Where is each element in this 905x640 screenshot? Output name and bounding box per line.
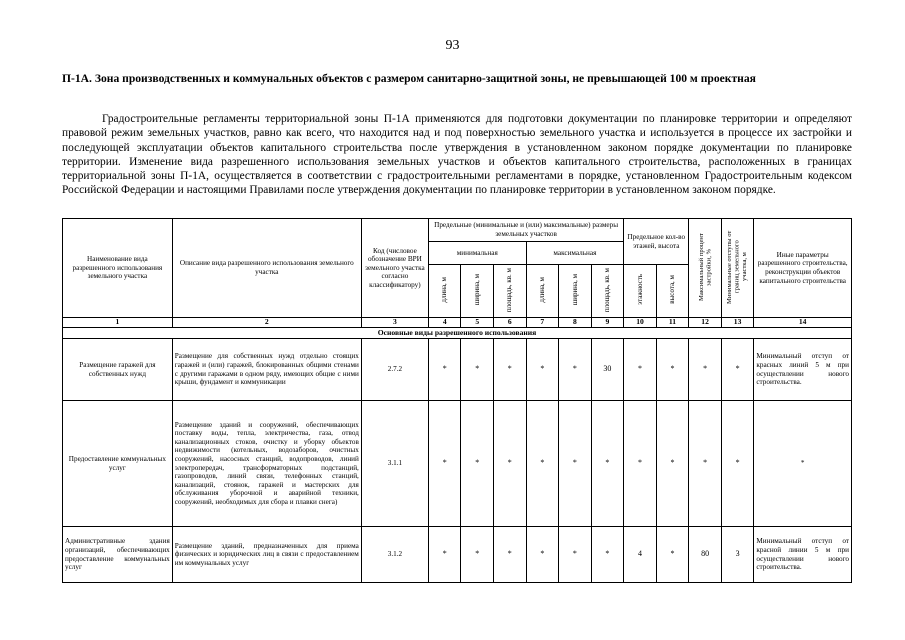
col-num: 10 (624, 318, 657, 328)
cell-min-length: * (428, 527, 461, 583)
section-title: Основные виды разрешенного использования (63, 328, 852, 339)
cell-max-width: * (559, 339, 592, 401)
cell-max-length: * (526, 401, 559, 527)
cell-max-width: * (559, 527, 592, 583)
cell-floors: * (624, 339, 657, 401)
cell-max-length: * (526, 339, 559, 401)
cell-height: * (656, 401, 689, 527)
row-description: Размещение для собственных нужд отдельно стоящих гаражей и (или) гаражей, блокированных общими стенами с другими гаражами в одном ряду, имеющих общие с ними крыши, фундамент и коммуникации (172, 339, 361, 401)
cell-min-area: * (494, 527, 527, 583)
col-num: 13 (721, 318, 754, 328)
row-other-params: Минимальный отступ от красных линий 5 м при осуществлении нового строительства. (754, 339, 852, 401)
header-floors-height: Предельное кол-во этажей, высота (624, 219, 689, 265)
cell-max-area: * (591, 401, 624, 527)
cell-max-coverage: 80 (689, 527, 722, 583)
cell-min-setback: * (721, 401, 754, 527)
cell-max-area: 30 (591, 339, 624, 401)
cell-min-width: * (461, 339, 494, 401)
row-description: Размещение зданий и сооружений, обеспечивающих поставку воды, тепла, электричества, газа, отвод канализационных стоков, очистку и уборку объектов недвижимости (котельных, водозаборов, очистных сооружений, насосных станций, водопроводов, линий электропередач, трансформаторных подстанций, газопроводов, линий связи, телефонных станций, канализаций, стоянок, гаражей и мастерских для обслуживания уборочной и аварийной техники, сооружений, необходимых для сбора и плавки снега) (172, 401, 361, 527)
cell-height: * (656, 339, 689, 401)
header-max-area: площадь, кв. м (591, 265, 624, 318)
table-row (63, 401, 852, 527)
col-num: 3 (361, 318, 428, 328)
cell-max-width: * (559, 401, 592, 527)
header-limit-sizes: Предельные (минимальные и (или) максимальные) размеры земельных участков (428, 219, 623, 242)
zone-title: П-1А. Зона производственных и коммунальных объектов с размером санитарно-защитной зоны, не превышающей 100 м проектная (62, 72, 756, 85)
row-name: Размещение гаражей для собственных нужд (63, 339, 173, 401)
cell-height: * (656, 527, 689, 583)
cell-min-setback: * (721, 339, 754, 401)
header-height: высота, м (656, 265, 689, 318)
cell-max-coverage: * (689, 401, 722, 527)
cell-min-area: * (494, 339, 527, 401)
col-num: 4 (428, 318, 461, 328)
cell-min-width: * (461, 401, 494, 527)
header-floors: этажность (624, 265, 657, 318)
row-other-params: Минимальный отступ от красной линии 5 м при осуществлении нового строительства. (754, 527, 852, 583)
header-min: минимальная (428, 242, 526, 265)
col-num: 14 (754, 318, 852, 328)
header-max-width: ширина, м (559, 265, 592, 318)
column-number-row (63, 318, 852, 328)
col-num: 12 (689, 318, 722, 328)
header-name: Наименование вида разрешенного использования земельного участка (63, 219, 173, 318)
col-num: 11 (656, 318, 689, 328)
header-description: Описание вида разрешенного использования земельного участка (172, 219, 361, 318)
row-code: 2.7.2 (361, 339, 428, 401)
cell-floors: 4 (624, 527, 657, 583)
col-num: 8 (559, 318, 592, 328)
header-code: Код (числовое обозначение ВРИ земельного участка согласно классификатору) (361, 219, 428, 318)
row-name: Предоставление коммунальных услуг (63, 401, 173, 527)
row-name: Административные здания организаций, обеспечивающих предоставление коммунальных услуг (63, 527, 173, 583)
row-description: Размещение зданий, предназначенных для приема физических и юридических лиц в связи с предоставлением им коммунальных услуг (172, 527, 361, 583)
row-code: 3.1.2 (361, 527, 428, 583)
header-other-params: Иные параметры разрешенного строительства, реконструкции объектов капитального строительства (754, 219, 852, 318)
header-max-coverage: Максимальный процент застройки, % (689, 219, 722, 318)
cell-min-width: * (461, 527, 494, 583)
cell-floors: * (624, 401, 657, 527)
table-row (63, 339, 852, 401)
header-min-length: длина, м (428, 265, 461, 318)
header-max: максимальная (526, 242, 624, 265)
col-num: 9 (591, 318, 624, 328)
row-other-params: * (754, 401, 852, 527)
regulations-table (62, 218, 852, 583)
col-num: 6 (494, 318, 527, 328)
col-num: 2 (172, 318, 361, 328)
cell-min-setback: 3 (721, 527, 754, 583)
cell-max-coverage: * (689, 339, 722, 401)
col-num: 5 (461, 318, 494, 328)
cell-min-area: * (494, 401, 527, 527)
intro-paragraph: Градостроительные регламенты территориальной зоны П-1А применяются для подготовки документации по планировке территории и определяют правовой режим земельных участков, равно как всего, что находится над и под поверхностью земельного участка и используется в процессе их застройки и последующей эксплуатации объектов капитального строительства после утверждения в установленном законом порядке документации по планировке территории. Изменение вида разрешенного использования земельных участков и объектов капитального строительства, расположенных в границах территориальной зоны П-1А, осуществляется в соответствии с градостроительными регламентами в порядке, установленном Градостроительным кодексом Российской Федерации и настоящими Правилами после утверждения документации по планировке территории в установленном законом порядке. (62, 113, 852, 197)
cell-max-length: * (526, 527, 559, 583)
table-row (63, 527, 852, 583)
row-code: 3.1.1 (361, 401, 428, 527)
header-min-width: ширина, м (461, 265, 494, 318)
col-num: 7 (526, 318, 559, 328)
col-num: 1 (63, 318, 173, 328)
cell-min-length: * (428, 339, 461, 401)
header-min-setback: Минимальные отступы от границ земельного участка, м (721, 219, 754, 318)
cell-min-length: * (428, 401, 461, 527)
cell-max-area: * (591, 527, 624, 583)
page-number: 93 (445, 38, 460, 53)
header-max-length: длина, м (526, 265, 559, 318)
header-min-area: площадь, кв. м (494, 265, 527, 318)
